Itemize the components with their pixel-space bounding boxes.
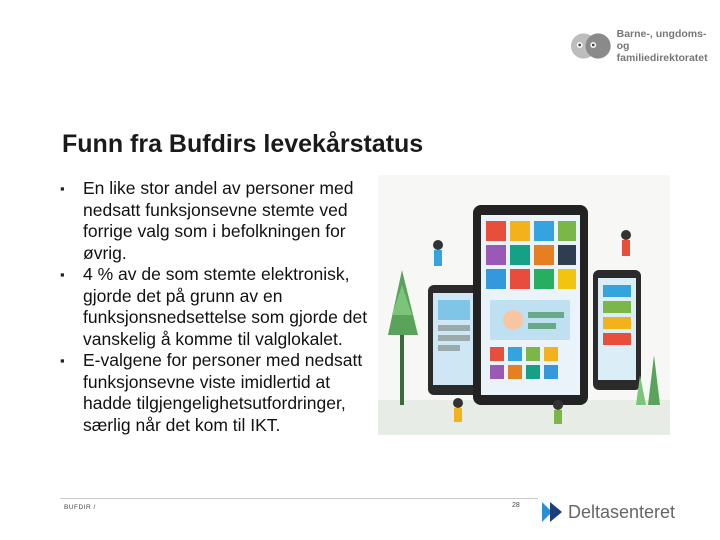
bufdir-face-icon <box>570 29 613 63</box>
bufdir-logo-line2: og familiedirektoratet <box>616 40 708 64</box>
footer-divider <box>60 498 538 499</box>
bufdir-logo-text <box>617 28 720 64</box>
deltasenteret-logo <box>540 500 675 524</box>
bufdir-logo <box>570 28 720 64</box>
deltasenteret-logo-text: Deltasenteret <box>568 501 676 522</box>
slide-title: Funn fra Bufdirs levekårstatus <box>62 130 424 158</box>
bullet-item: ▪ 4 % av de som stemte elektronisk, gjorde det på grunn av en funksjonsnedsettelse som gjorde det vanskelig å komme til valglokalet. <box>60 264 380 350</box>
bullet-item: ▪ E-valgene for personer med nedsatt funksjonsevne viste imidlertid at hadde tilgjengelighetsutfordringer, særlig når det kom til IKT. <box>60 350 380 436</box>
bufdir-logo-line1: Barne-, ungdoms- <box>616 28 707 40</box>
tablet-people-illustration <box>378 175 670 435</box>
deltasenteret-icon <box>540 500 564 524</box>
page-number: 28 <box>512 502 520 509</box>
bullet-item: ▪ En like stor andel av personer med nedsatt funksjonsevne stemte ved forrige valg som i befolkningen for øvrig. <box>60 178 380 264</box>
bullet-list <box>60 178 380 436</box>
footer-label: BUFDIR / <box>64 504 96 511</box>
